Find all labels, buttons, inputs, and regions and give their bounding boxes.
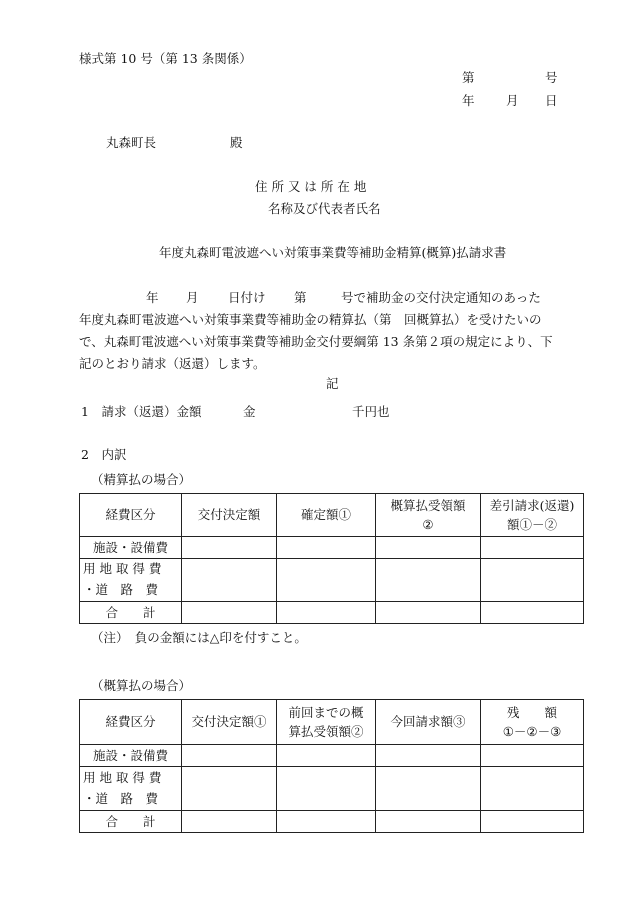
- t2-row-facility: 施設・設備費: [80, 745, 182, 767]
- t2-row-land-line2: ・道 路 費: [83, 790, 159, 806]
- item1-unit: 千円也: [352, 404, 390, 419]
- t2-cell[interactable]: [481, 811, 584, 833]
- t1-cell[interactable]: [376, 537, 481, 559]
- t1-cell[interactable]: [481, 602, 584, 624]
- item2-label: 2 内訳: [81, 447, 127, 462]
- t1-header-grant-decision: 交付決定額: [182, 494, 277, 537]
- t1-cell[interactable]: [481, 537, 584, 559]
- body-line1-rest: 号で補助金の交付決定通知のあった: [341, 290, 541, 305]
- t1-row-land-line2: ・道 路 費: [83, 582, 159, 597]
- t1-header-category: 経費区分: [80, 494, 182, 537]
- item1-kin: 金: [243, 404, 256, 419]
- t2-header-current-request: 今回請求額③: [376, 700, 481, 745]
- table1-caption: （精算払の場合）: [91, 472, 192, 487]
- advance-table: [79, 699, 584, 833]
- t1-header-difference-line1: 差引請求(返還): [489, 497, 575, 513]
- body-line3: で、丸森町電波遮へい対策事業費等補助金交付要綱第 13 条第２項の規定により、下: [79, 334, 553, 349]
- applicant-address-label: 住 所 又 は 所 在 地: [255, 179, 367, 194]
- t2-cell[interactable]: [376, 767, 481, 811]
- date-year: 年: [462, 93, 475, 108]
- t2-cell[interactable]: [277, 767, 376, 811]
- t2-header-category: 経費区分: [80, 700, 182, 745]
- date-day: 日: [545, 93, 558, 108]
- t1-cell[interactable]: [376, 602, 481, 624]
- t1-header-difference: [481, 494, 584, 537]
- t1-header-advance-received-line1: 概算払受領額: [390, 497, 466, 513]
- t2-header-grant-decision: 交付決定額①: [182, 700, 277, 745]
- form-number: 様式第 10 号（第 13 条関係）: [79, 51, 252, 66]
- t1-row-total: 合 計: [80, 602, 182, 624]
- ki-heading: 記: [326, 376, 339, 391]
- t2-row-land-line1: 用 地 取 得 費: [83, 769, 162, 785]
- doc-number-suffix: 号: [545, 70, 558, 85]
- item1-label: 1 請求（返還）金額: [81, 404, 202, 419]
- t2-header-balance: [481, 700, 584, 745]
- t2-cell[interactable]: [182, 767, 277, 811]
- t2-cell[interactable]: [481, 767, 584, 811]
- table2-caption: （概算払の場合）: [91, 678, 192, 693]
- t2-row-land-road: [80, 767, 182, 811]
- t1-cell[interactable]: [182, 537, 277, 559]
- t1-row-land-line1: 用 地 取 得 費: [83, 561, 162, 577]
- t2-cell[interactable]: [376, 811, 481, 833]
- t2-cell[interactable]: [182, 811, 277, 833]
- doc-number-prefix: 第: [462, 70, 475, 85]
- body-year: 年: [146, 290, 159, 305]
- t2-cell[interactable]: [376, 745, 481, 767]
- addressee-name: 丸森町長: [106, 135, 157, 150]
- t1-row-land-road: [80, 559, 182, 602]
- t2-header-balance-line2: ①－②－③: [502, 724, 562, 739]
- t2-cell[interactable]: [182, 745, 277, 767]
- body-line4: 記のとおり請求（返還）します。: [79, 356, 266, 371]
- addressee-honorific: 殿: [230, 135, 243, 150]
- t1-cell[interactable]: [481, 559, 584, 602]
- t1-cell[interactable]: [277, 537, 376, 559]
- document-title: 年度丸森町電波遮へい対策事業費等補助金精算(概算)払請求書: [159, 245, 507, 260]
- t2-cell[interactable]: [277, 811, 376, 833]
- t2-header-previous-advance: [277, 700, 376, 745]
- t2-header-balance-line1: 残 額: [506, 704, 557, 720]
- applicant-name-label: 名称及び代表者氏名: [268, 201, 381, 216]
- body-month: 月: [186, 290, 199, 305]
- t1-cell[interactable]: [277, 602, 376, 624]
- date-month: 月: [506, 93, 519, 108]
- t2-cell[interactable]: [277, 745, 376, 767]
- t1-header-confirmed: 確定額①: [277, 494, 376, 537]
- table1-note: （注） 負の金額には△印を付すこと。: [91, 630, 307, 645]
- body-no: 第: [294, 290, 307, 305]
- t2-header-previous-advance-line1: 前回までの概: [288, 704, 364, 720]
- t1-cell[interactable]: [277, 559, 376, 602]
- t2-header-previous-advance-line2: 算払受領額②: [288, 724, 364, 739]
- t1-cell[interactable]: [182, 602, 277, 624]
- body-line2: 年度丸森町電波遮へい対策事業費等補助金の精算払（第 回概算払）を受けたいの: [79, 312, 542, 327]
- t1-header-advance-received: [376, 494, 481, 537]
- t2-cell[interactable]: [481, 745, 584, 767]
- body-day: 日付け: [228, 290, 266, 305]
- t1-cell[interactable]: [376, 559, 481, 602]
- t2-row-total: 合 計: [80, 811, 182, 833]
- settlement-table: [79, 493, 584, 624]
- t1-header-difference-line2: 額①－②: [506, 517, 557, 532]
- t1-cell[interactable]: [182, 559, 277, 602]
- t1-row-facility: 施設・設備費: [80, 537, 182, 559]
- t1-header-advance-received-line2: ②: [422, 517, 434, 532]
